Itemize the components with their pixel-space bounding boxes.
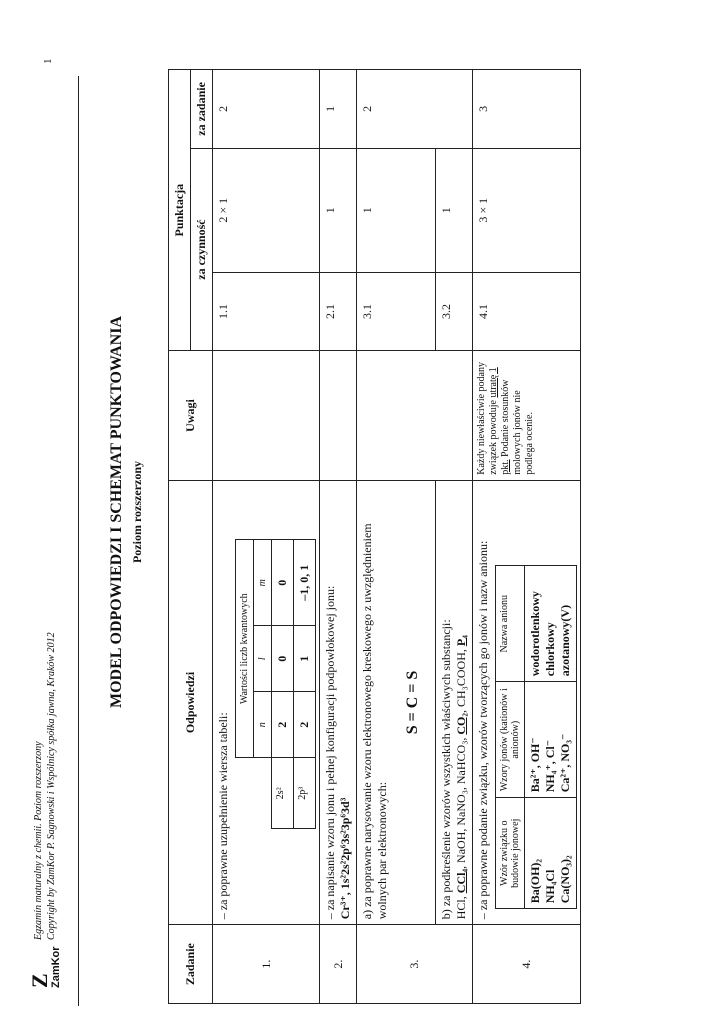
cs2-lewis-formula: S = C = S: [404, 670, 421, 735]
header-za-czynnosc: za czynność: [191, 148, 213, 351]
table-row: [436, 70, 473, 1004]
cell-l: 0: [272, 626, 294, 692]
task1-uwagi: [213, 351, 320, 480]
header-line-2: Copyright by ZamKor P. Sagnowski i Wspólnicy spółka jawna, Kraków 2012: [46, 632, 57, 940]
substance-plain: HCl,: [454, 893, 468, 920]
activity-code: 4.1: [473, 272, 581, 351]
header-line-1: Egzamin maturalny z chemii. Poziom rozszerzony: [33, 741, 44, 940]
table-row: [294, 540, 316, 829]
compound: Ba(OH)₂: [528, 858, 542, 904]
quantum-group-header: Wartości liczb kwantowych: [236, 540, 254, 758]
anion-name: wodorotlenkowy: [528, 591, 542, 677]
header-uwagi: Uwagi: [169, 351, 213, 480]
table-row: [320, 70, 357, 1004]
task3-uwagi: [357, 351, 473, 480]
scoring-table: [168, 69, 581, 1004]
col-ions: Wzory jonów (kationów i anionów): [496, 682, 525, 798]
compound: NH₄Cl: [543, 869, 557, 904]
header-zadanie: Zadanie: [169, 925, 213, 1004]
task2-text: – za napisanie wzoru jonu i pełnej konfiguracji podpowłokowej jonu:: [323, 585, 337, 920]
substance-underlined: CCl₄: [454, 868, 468, 894]
col-n: n: [254, 692, 272, 758]
task3b-answer: [436, 480, 473, 924]
task-total: 3: [473, 70, 581, 149]
orbital-label: 2s²: [272, 758, 294, 829]
cell-l: 1: [294, 626, 316, 692]
zamkor-logo: [27, 946, 62, 988]
uwagi-text: Podanie stosunków molowych jonów nie podlega ocenie.: [500, 379, 535, 475]
compound-cell: [525, 798, 577, 909]
header-za-zadanie: za zadanie: [191, 70, 213, 149]
task-number: 4.: [473, 925, 581, 1004]
substance-plain: , CH₃COOH,: [454, 646, 468, 713]
table-row: [213, 70, 320, 1004]
cell-n: 2: [272, 692, 294, 758]
cell-n: 2: [294, 692, 316, 758]
activity-points: 1: [357, 148, 436, 272]
col-m: m: [254, 540, 272, 626]
activity-points: 2 × 1: [213, 148, 320, 272]
task-number: 2.: [320, 925, 357, 1004]
task2-configuration: Cr³⁺, 1s²2s²2p⁶3s²3p⁶3d³: [338, 797, 352, 920]
task1-answer: [213, 480, 320, 924]
task3a-text: a) za poprawne narysowanie wzoru elektronowego kreskowego z uwzględnieniem wolnych par elektronowych:: [360, 523, 389, 920]
task-number: 3.: [357, 925, 473, 1004]
anion-cell: [525, 566, 577, 682]
activity-points: 1: [320, 148, 357, 272]
logo-mark-icon: Z: [27, 973, 52, 988]
anion-name: chlorkowy: [543, 622, 557, 677]
table-row: [525, 566, 577, 909]
table-row: [357, 70, 436, 1004]
col-l: l: [254, 626, 272, 692]
anion-name: azotanowy(V): [558, 604, 572, 677]
ions: Ba²⁺, OH⁻: [528, 737, 542, 793]
activity-code: 2.1: [320, 272, 357, 351]
substance-underlined: CO₂: [454, 713, 468, 735]
quantum-numbers-table: [235, 539, 316, 829]
cell-m: 0: [272, 540, 294, 626]
activity-code: 1.1: [213, 272, 320, 351]
ions: Ca²⁺, NO₃⁻: [558, 733, 572, 793]
running-header: [32, 632, 58, 940]
task3b-text: b) za podkreślenie wzorów wszystkich właściwych substancji:: [439, 619, 453, 920]
document-title: MODEL ODPOWIEDZI I SCHEMAT PUNKTOWANIA: [108, 315, 125, 709]
substance-plain: , NaOH, NaNO₃, NaHCO₃,: [454, 734, 468, 869]
task4-uwagi: [473, 351, 581, 480]
ionic-compounds-table: [495, 565, 577, 909]
task4-text: – za poprawne podanie związku, wzorów tworzących go jonów i nazw anionu:: [476, 540, 490, 920]
task2-answer: [320, 480, 357, 924]
col-anion-name: Nazwa anionu: [496, 566, 525, 682]
ions-cell: [525, 682, 577, 798]
activity-code: 3.2: [436, 272, 473, 351]
logo-text: ZamKor: [50, 946, 62, 988]
task1-text: – za poprawne uzupełnienie wiersza tabeli:: [216, 712, 230, 920]
table-header-row: [169, 70, 191, 1004]
page-number: 1: [42, 58, 54, 64]
activity-code: 3.1: [357, 272, 436, 351]
compound: Ca(NO₃)₂: [558, 855, 572, 904]
header-odpowiedzi: Odpowiedzi: [169, 480, 213, 924]
uwagi-text: Każdy niewłaściwie podany związek powoduje: [476, 362, 499, 475]
document-subtitle: Poziom rozszerzony: [130, 460, 144, 564]
substance-underlined: P₄: [454, 635, 468, 647]
cell-m: –1, 0, 1: [294, 540, 316, 626]
task-number: 1.: [213, 925, 320, 1004]
col-compound: Wzór związku o budowie jonowej: [496, 798, 525, 909]
task-total: 2: [213, 70, 320, 149]
substance-list: [454, 486, 469, 919]
table-row: [272, 540, 294, 829]
task-total: 2: [357, 70, 473, 149]
task3a-answer: [357, 480, 436, 924]
activity-points: 1: [436, 148, 473, 272]
header-divider: [78, 76, 79, 1006]
header-punktacja: Punktacja: [169, 70, 191, 351]
table-row: [473, 70, 581, 1004]
task4-answer: [473, 480, 581, 924]
activity-points: 3 × 1: [473, 148, 581, 272]
uwagi-underlined: utratę 1 pkt.: [488, 367, 511, 475]
ions: NH₄⁺, Cl⁻: [543, 739, 557, 793]
task2-uwagi: [320, 351, 357, 480]
orbital-label: 2p³: [294, 758, 316, 829]
task-total: 1: [320, 70, 357, 149]
